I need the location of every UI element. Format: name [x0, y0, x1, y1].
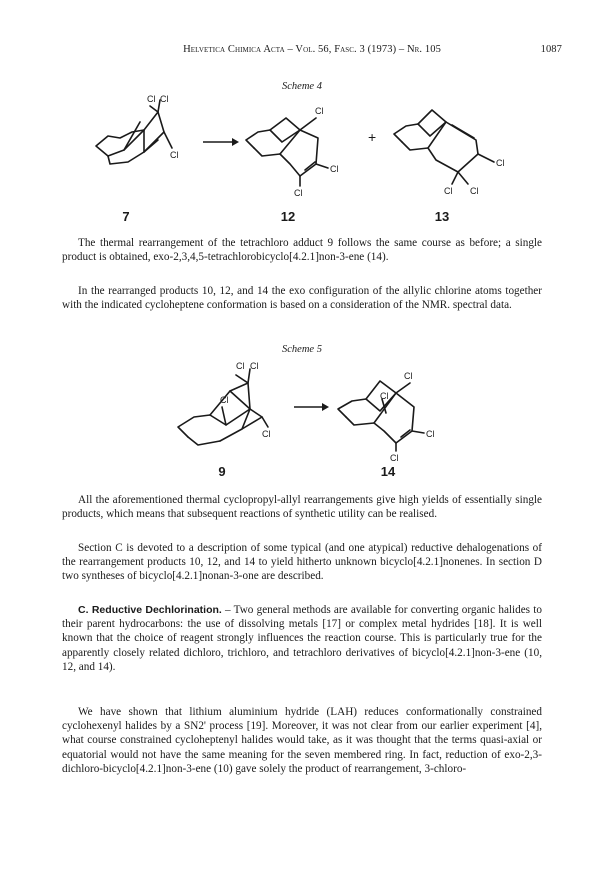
compound-number-7: 7 — [122, 209, 130, 224]
compound-13-structure — [394, 110, 505, 196]
chlorine-atom-label: Cl — [496, 158, 505, 168]
paragraph-rearrangement-9: The thermal rearrangement of the tetrachloro adduct 9 follows the same course as before; a single product is obtained, exo-2,3,4,5-tetrachlorobicyclo[4.2.1]non-3-ene (14). — [62, 237, 542, 264]
compound-number-12: 12 — [280, 209, 296, 224]
chlorine-atom-label: Cl — [330, 164, 339, 174]
chlorine-atom-label: Cl — [470, 186, 479, 196]
paragraph-high-yields: All the aforementioned thermal cyclopropyl-allyl rearrangements give high yields of essentially single products, which means that subsequent reactions of synthetic utility can be realised. — [62, 494, 542, 521]
chlorine-atom-label: Cl — [390, 453, 399, 463]
paragraph-reductive-dechlorination — [62, 603, 542, 674]
page-number: 1087 — [540, 44, 562, 55]
chlorine-atom-label: Cl — [220, 395, 229, 405]
paragraph-exo-configuration: In the rearranged products 10, 12, and 14 the exo configuration of the allylic chlorine atoms together with the indicated cycloheptene conformation is based on a consideration of the NMR. spectral data. — [62, 285, 542, 312]
compound-number-9: 9 — [218, 464, 226, 479]
running-head — [62, 44, 562, 60]
scheme-4-structures — [0, 92, 604, 202]
chlorine-atom-label: Cl — [160, 94, 169, 104]
paragraph-section-c-intro: Section C is devoted to a description of some typical (and one atypical) reductive dehalogenations of the rearrangement products 10, 12, and 14 to yield hitherto unknown bicyclo[4.2.1]nonenes. In section D two syntheses of bicyclo[4.2.1]nonan-3-one are described. — [62, 542, 542, 583]
compound-12-structure — [246, 106, 339, 198]
chlorine-atom-label: Cl — [147, 94, 156, 104]
compound-number-14: 14 — [380, 464, 396, 479]
paragraph-lah-reduction: We have shown that lithium aluminium hydride (LAH) reduces conformationally constrained cyclohexenyl halides by a SN2' process [19]. Moreover, it was not clear from our earlier experiment [4], what course constrained cycloheptenyl halides would take, as it was thought that the terms quasi-axial or equatorial would not have the same meaning for the seven membered ring. In fact, reduction of exo-2,3-dichloro-bicyclo[4.2.1]non-3-ene (10) gave solely the product of rearrangement, 3-chloro- — [62, 706, 542, 775]
chlorine-atom-label: Cl — [404, 371, 413, 381]
chlorine-atom-label: Cl — [262, 429, 271, 439]
section-c-body: – Two general methods are available for converting organic halides to their parent hydrocarbons: the use of dissolving metals [17] or complex metal hydrides [18]. It is well known that the choice of reagent strongly influences the reaction course. This is particularly true for the apparently closely related dichloro, trichloro, and tetrachloro derivatives of bicyclo[4.2.1]non-3-ene (10, 12, and 14). — [62, 604, 542, 673]
chlorine-atom-label: Cl — [380, 391, 389, 401]
plus-sign: + — [368, 129, 377, 145]
compound-9-structure — [178, 361, 271, 445]
chlorine-atom-label: Cl — [294, 188, 303, 198]
chlorine-atom-label: Cl — [426, 429, 435, 439]
journal-citation: Helvetica Chimica Acta – Vol. 56, Fasc. 3 (1973) – Nr. 105 — [183, 44, 441, 55]
chlorine-atom-label: Cl — [170, 150, 179, 160]
chlorine-atom-label: Cl — [444, 186, 453, 196]
chlorine-atom-label: Cl — [236, 361, 245, 371]
scheme-5-label: Scheme 5 — [282, 344, 322, 355]
chlorine-atom-label: Cl — [315, 106, 324, 116]
reaction-arrow-1 — [203, 138, 239, 146]
scheme-5-structures — [0, 355, 604, 465]
chlorine-atom-label: Cl — [250, 361, 259, 371]
scheme-4-label: Scheme 4 — [282, 81, 322, 92]
compound-14-structure — [338, 371, 435, 463]
compound-number-13: 13 — [434, 209, 450, 224]
section-heading-c: C. Reductive Dechlorination. — [78, 604, 222, 616]
compound-7-structure — [96, 94, 179, 164]
reaction-arrow-2 — [294, 403, 329, 411]
